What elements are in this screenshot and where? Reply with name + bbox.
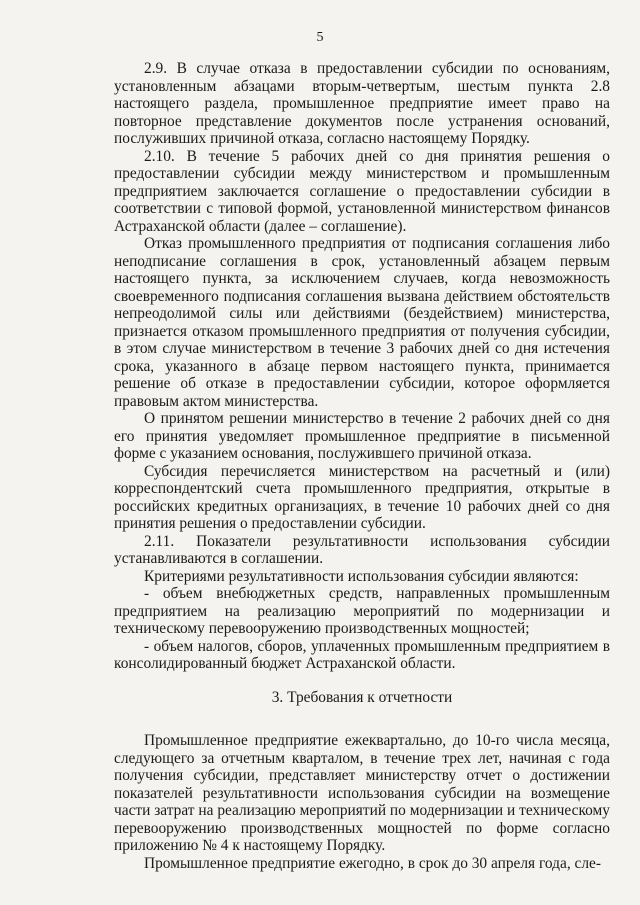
paragraph-transfer: Субсидия перечисляется министерством на расчетный и (или) корреспондентский счета промышленного предприятия, открытые в российских кредитных организациях, в течение 10 рабочих дней со дня принятия решения о предоставлении субсидии. [114,462,610,532]
paragraph-refusal: Отказ промышленного предприятия от подписания соглашения либо неподписание соглашения в срок, установленный абзацем первым настоящего пункта, за исключением случаев, когда невозможность своевременного подписания соглашения вызвана действием обстоятельств непреодолимой силы или действиями (бездействием) министерства, признается отказом промышленного предприятия от получения субсидии, в этом случае министерством в течение 3 рабочих дней со дня истечения срока, указанного в абзаце первом настоящего пункта, принимается решение об отказе в предоставлении субсидии, которое оформляется правовым актом министерства. [114,235,610,410]
section-title: 3. Требования к отчетности [271,688,453,706]
paragraph-notification: О принятом решении министерство в течение 2 рабочих дней со дня его принятия уведомляет промышленное предприятие в письменной форме с указанием основания, послужившего причиной отказа. [114,410,610,462]
paragraph-quarterly-report: Промышленное предприятие ежеквартально, до 10-го числа месяца, следующего за отчетным кварталом, в течение трех лет, начиная с года получения субсидии, представляет министерству отчет о достижении показателей результативности использования субсидии на возмещение части затрат на реализацию мероприятий по модернизации и техническому перевооружению производственных мощностей по форме согласно приложению № 4 к настоящему Порядку. [114,732,610,854]
paragraph-2-10: 2.10. В течение 5 рабочих дней со дня принятия решения о предоставлении субсидии между министерством и промышленным предприятием заключается соглашение о предоставлении субсидии в соответствии с типовой формой, установленной министерством финансов Астраханской области (далее – соглашение). [114,147,610,235]
paragraph-criterion-2: - объем налогов, сборов, уплаченных промышленным предприятием в консолидированный бюджет Астраханской области. [114,637,610,672]
paragraph-criterion-1: - объем внебюджетных средств, направленных промышленным предприятием на реализацию мероприятий по модернизации и техническому перевооружению производственных мощностей; [114,585,610,637]
paragraph-annual-report: Промышленное предприятие ежегодно, в срок до 30 апреля года, сле- [144,854,601,872]
paragraph-criteria: Критериями результативности использования субсидии являются: [144,567,579,585]
paragraph-2-9: 2.9. В случае отказа в предоставлении субсидии по основаниям, установленным абзацами вторым-четвертым, шестым пункта 2.8 настоящего раздела, промышленное предприятие имеет право на повторное представление документов после устранения оснований, послуживших причиной отказа, согласно настоящему Порядку. [114,60,610,147]
paragraph-2-11: 2.11. Показатели результативности использования субсидии устанавливаются в соглашении. [114,532,610,567]
page-number: 5 [316,30,324,45]
document-body [114,60,610,872]
